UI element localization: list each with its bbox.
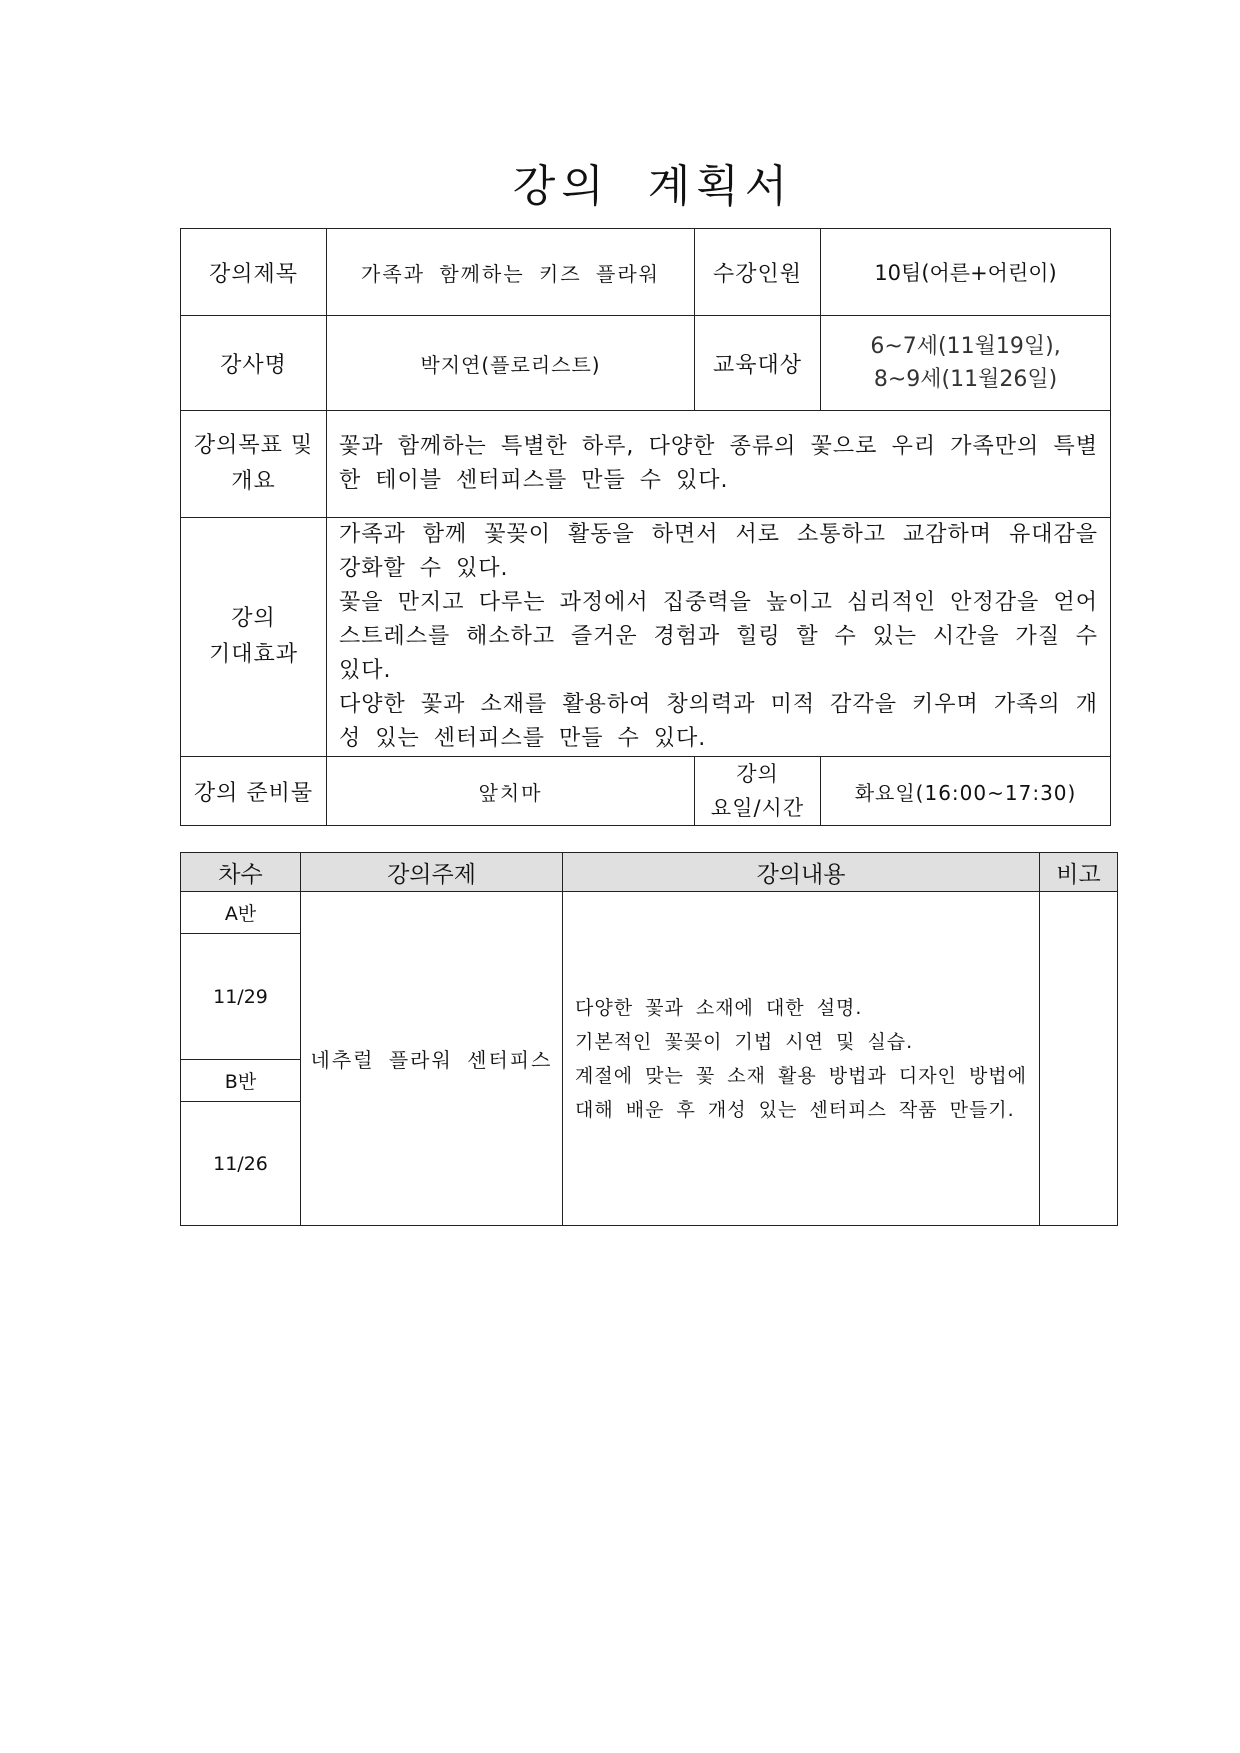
goal-label [181,411,327,518]
header-content: 강의내용 [563,853,1040,892]
effect-label-line-2: 기대효과 [208,642,298,667]
class-b-label: B반 [181,1060,301,1102]
effect-paragraph-2: 꽃을 만지고 다루는 과정에서 집중력을 높이고 심리적인 안정감을 얻어 스트레스를 해소하고 즐거운 경험과 힐링 할 수 있는 시간을 가질 수 있다. [339,590,1099,683]
content-line-3: 계절에 맞는 꽃 소재 활용 방법과 디자인 방법에 대해 배운 후 개성 있는 센터피스 작품 만들기. [575,1064,1028,1121]
schedule-time: 화요일(16:00~17:30) [821,757,1111,826]
goal-label-line-1: 강의목표 및 [193,433,314,458]
class-a-label: A반 [181,892,301,934]
course-info-table [180,228,1111,826]
header-topic: 강의주제 [301,853,563,892]
course-title-label: 강의제목 [181,229,327,316]
capacity-value: 10팀(어른+어린이) [821,229,1111,316]
date-a: 11/29 [181,934,301,1060]
page-title: 강의 계획서 [512,161,794,212]
schedule-table [180,852,1118,1226]
instructor-value: 박지연(플로리스트) [327,316,695,411]
note-cell [1040,892,1118,1226]
schedule-label-line-2: 요일/시간 [710,796,805,820]
materials-label: 강의 준비물 [181,757,327,826]
target-line-1: 6~7세(11월19일), [870,334,1061,359]
materials-value: 앞치마 [327,757,695,826]
goal-label-line-2: 개요 [231,469,276,494]
content-cell [563,892,1040,1226]
content-line-2: 기본적인 꽃꽂이 기법 시연 및 실습. [575,1030,914,1053]
topic-cell: 네추럴 플라워 센터피스 [301,892,563,1226]
effect-label [181,518,327,757]
date-b: 11/26 [181,1102,301,1226]
effect-paragraph-3: 다양한 꽃과 소재를 활용하여 창의력과 미적 감각을 키우며 가족의 개성 있는 센터피스를 만들 수 있다. [339,692,1099,751]
header-note: 비고 [1040,853,1118,892]
content-line-1: 다양한 꽃과 소재에 대한 설명. [575,996,863,1019]
schedule-label [695,757,821,826]
effect-label-line-1: 강의 [231,606,276,631]
effect-text [327,518,1111,757]
instructor-label: 강사명 [181,316,327,411]
capacity-label: 수강인원 [695,229,821,316]
course-title-value: 가족과 함께하는 키즈 플라워 [327,229,695,316]
header-session: 차수 [181,853,301,892]
effect-paragraph-1: 가족과 함께 꽃꽂이 활동을 하면서 서로 소통하고 교감하며 유대감을 강화할 수 있다. [339,522,1099,581]
target-value [821,316,1111,411]
schedule-label-line-1: 강의 [736,762,779,786]
goal-text: 꽃과 함께하는 특별한 하루, 다양한 종류의 꽃으로 우리 가족만의 특별한 테이블 센터피스를 만들 수 있다. [327,411,1111,518]
target-label: 교육대상 [695,316,821,411]
target-line-2: 8~9세(11월26일) [873,367,1058,392]
